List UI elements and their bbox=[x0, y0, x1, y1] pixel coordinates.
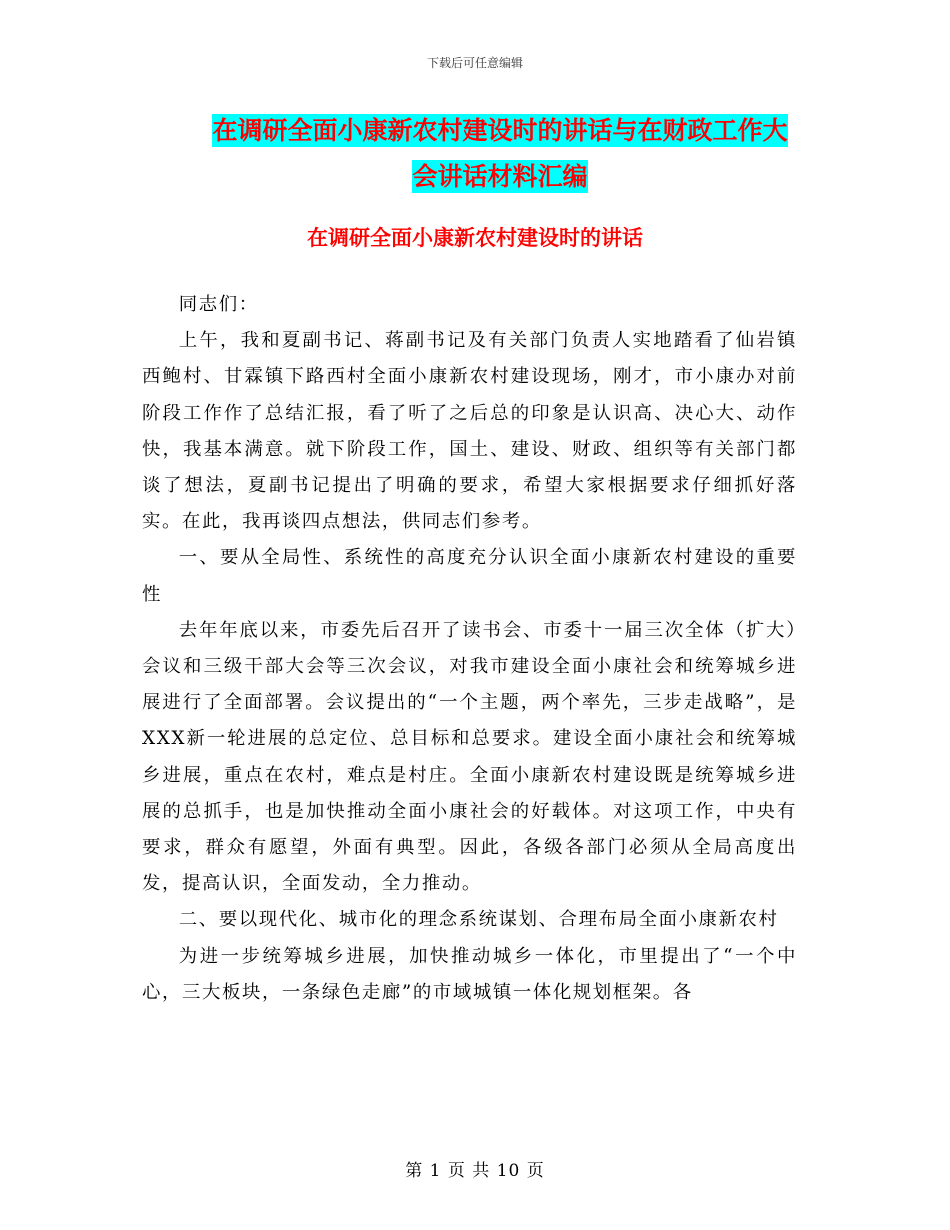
page-footer: 第 1 页 共 10 页 bbox=[405, 1161, 545, 1181]
document-title bbox=[150, 108, 850, 200]
document-title-line-1: 在调研全面小康新农村建设时的讲话与在财政工作大 bbox=[212, 116, 788, 145]
header-note: 下载后可任意编辑 bbox=[426, 56, 523, 70]
body-text bbox=[142, 287, 797, 1011]
document-title-line-2: 会讲话材料汇编 bbox=[412, 162, 588, 191]
paragraph: 为进一步统筹城乡进展，加快推动城乡一体化，市里提出了“一个中心，三大板块，一条绿色走廊”的市域城镇一体化规划框架。各 bbox=[142, 945, 797, 1003]
paragraph-salutation: 同志们： bbox=[178, 294, 259, 315]
paragraph-heading-1: 一、要从全局性、系统性的高度充分认识全面小康新农村建设的重要性 bbox=[142, 547, 797, 605]
section-title: 在调研全面小康新农村建设时的讲话 bbox=[307, 226, 643, 250]
paragraph: 去年年底以来，市委先后召开了读书会、市委十一届三次全体（扩大）会议和三级干部大会等三次会议，对我市建设全面小康社会和统筹城乡进展进行了全面部署。会议提出的“一个主题，两个率先，三步走战略”，是XXX新一轮进展的总定位、总目标和总要求。建设全面小康社会和统筹城乡进展，重点在农村，难点是村庄。全面小康新农村建设既是统筹城乡进展的总抓手，也是加快推动全面小康社会的好载体。对这项工作，中央有要求，群众有愿望，外面有典型。因此，各级各部门必须从全局高度出发，提高认识，全面发动，全力推动。 bbox=[142, 619, 797, 895]
paragraph-heading-2: 二、要以现代化、城市化的理念系统谋划、合理布局全面小康新农村 bbox=[178, 909, 779, 931]
paragraph: 上午，我和夏副书记、蒋副书记及有关部门负责人实地踏看了仙岩镇西鲍村、甘霖镇下路西村全面小康新农村建设现场，刚才，市小康办对前阶段工作作了总结汇报，看了听了之后总的印象是认识高、决心大、动作快，我基本满意。就下阶段工作，国土、建设、财政、组织等有关部门都谈了想法，夏副书记提出了明确的要求，希望大家根据要求仔细抓好落实。在此，我再谈四点想法，供同志们参考。 bbox=[142, 330, 797, 533]
